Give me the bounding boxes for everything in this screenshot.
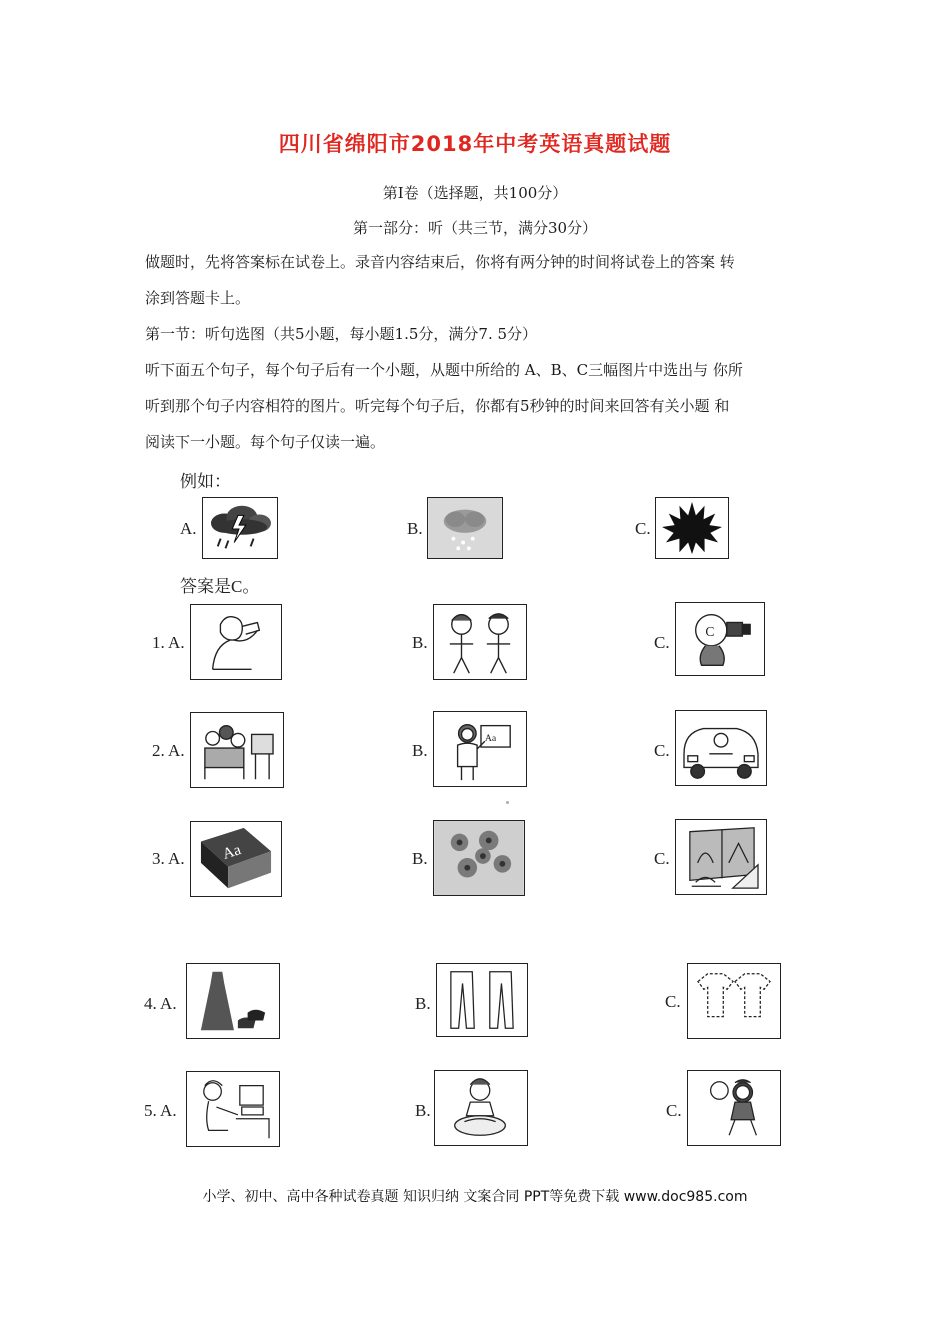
part-heading: 第一部分：听（共三节，满分30分） (352, 219, 598, 237)
math-book-ruler-icon (675, 819, 767, 895)
question-label: C. (665, 992, 681, 1011)
woman-drinking-icon (190, 604, 282, 680)
girl-washing-clothes-icon (434, 1070, 528, 1146)
svg-text:Aa: Aa (484, 733, 497, 745)
sun-icon (655, 497, 729, 559)
question-label: B. (412, 633, 428, 652)
question-label: B. (415, 1101, 431, 1120)
svg-text:C: C (705, 624, 715, 640)
section-heading: 第一节：听句选图（共5小题，每小题1.5分，满分7. 5分） (145, 325, 538, 343)
snow-cloud-icon (427, 497, 503, 559)
answer-text: 答案是C。 (180, 577, 260, 596)
question-label: C. (654, 741, 670, 760)
option-label: C. (635, 519, 651, 538)
option-label: B. (407, 519, 423, 538)
question-label: B. (412, 849, 428, 868)
question-label: C. (666, 1101, 682, 1120)
question-label: 1. A. (152, 633, 185, 652)
instructions-line: 涂到答题卡上。 (145, 289, 251, 307)
section-instruction-line: 听下面五个句子，每个句子后有一个小题，从题中所给的 A、B、C三幅图片中选出与 你所 (145, 361, 743, 379)
boy-with-camera-icon (675, 602, 765, 676)
svg-text:Aa: Aa (220, 841, 244, 863)
dictionary-book-icon (190, 821, 282, 897)
question-label: B. (415, 994, 431, 1013)
footer-text: 小学、初中、高中各种试卷真题 知识归纳 文案合同 PPT等免费下载 www.doc985.com (202, 1189, 748, 1205)
instructions (145, 244, 815, 460)
question-label: 2. A. (152, 741, 185, 760)
section-instruction-line: 阅读下一小题。每个句子仅读一遍。 (145, 433, 386, 451)
storm-cloud-icon (202, 497, 278, 559)
boy-and-girl-talking-icon (433, 604, 527, 680)
section-instruction-line: 听到那个句子内容相符的图片。听完每个句子后，你都有5秒钟的时间来回答有关小题 和 (145, 397, 730, 415)
flowers-picture-icon (433, 820, 525, 896)
teacher-at-board-icon (433, 711, 527, 787)
page-title: 四川省绵阳市2018年中考英语真题试题 (278, 132, 672, 156)
question-label: C. (654, 633, 670, 652)
question-label: 3. A. (152, 849, 185, 868)
t-shirts-icon (687, 963, 781, 1039)
question-label: 4. A. (144, 994, 177, 1013)
dress-and-shoes-icon (186, 963, 280, 1039)
girl-playing-ball-icon (687, 1070, 781, 1146)
example-label: 例如： (180, 472, 231, 491)
volume-heading: 第Ⅰ卷（选择题，共100分） (382, 184, 568, 202)
people-watching-tv-icon (190, 712, 284, 788)
trousers-icon (436, 963, 528, 1037)
driver-in-car-icon (675, 710, 767, 786)
question-label: B. (412, 741, 428, 760)
question-label: C. (654, 849, 670, 868)
instructions-line: 做题时，先将答案标在试卷上。录音内容结束后，你将有两分钟的时间将试卷上的答案 转 (145, 253, 735, 271)
question-label: 5. A. (144, 1101, 177, 1120)
girl-using-computer-icon (186, 1071, 280, 1147)
scan-speck (506, 801, 509, 804)
option-label: A. (180, 519, 197, 538)
